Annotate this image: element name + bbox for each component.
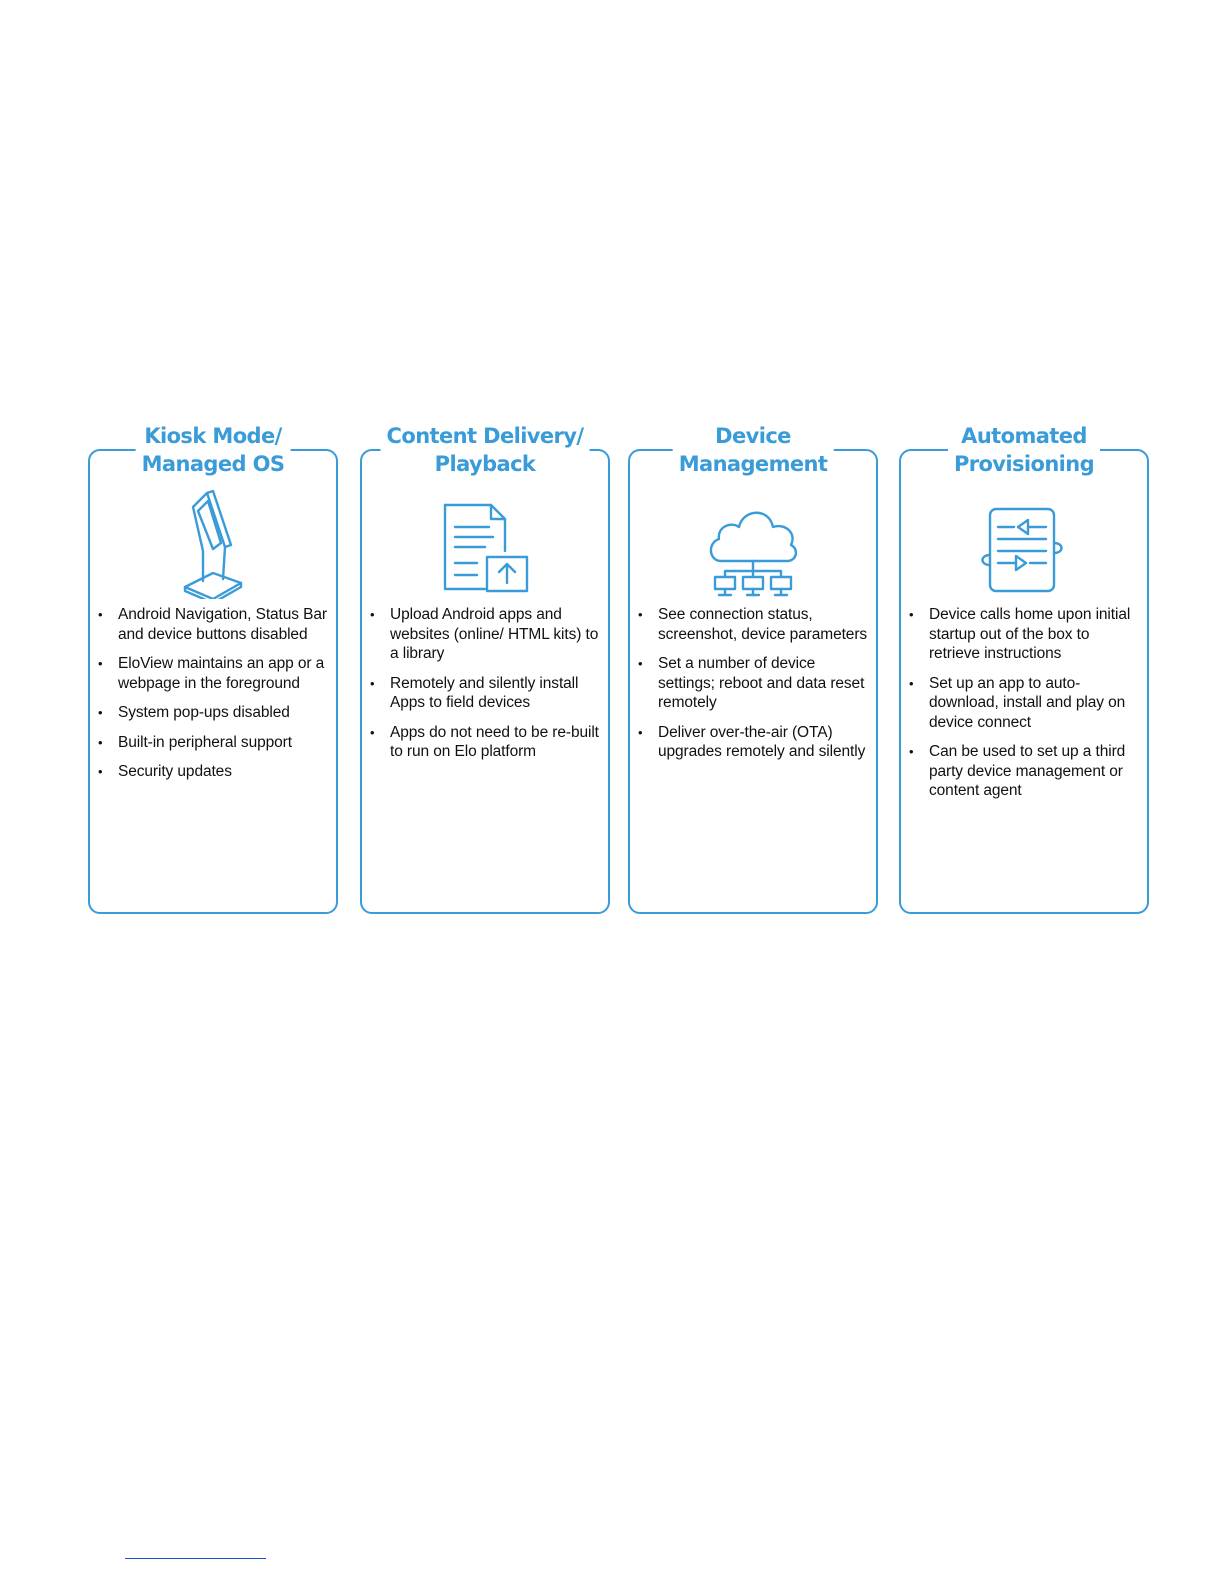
panel-title-line2: Management — [678, 452, 828, 476]
bullet-dot: • — [370, 724, 375, 740]
bullet-list — [636, 605, 870, 772]
kiosk-stand-icon — [163, 487, 263, 599]
panel-title-line2: Playback — [434, 452, 536, 476]
panel-title-line1: Automated — [961, 424, 1087, 448]
panel-title-line1: Device — [715, 424, 791, 448]
bullet-dot: • — [98, 656, 103, 671]
list-item — [368, 674, 602, 713]
provisioning-sync-icon — [974, 487, 1074, 599]
bullet-dot: • — [98, 734, 103, 750]
bullet-text: Can be used to set up a third party device management or content agent — [929, 743, 1126, 799]
bullet-dot: • — [909, 744, 914, 759]
list-item — [96, 703, 330, 723]
bullet-text: EloView maintains an app or a webpage in the foreground — [118, 655, 325, 692]
list-item — [907, 742, 1141, 801]
list-item — [636, 605, 870, 644]
list-item — [636, 723, 870, 762]
bullet-text: System pop-ups disabled — [118, 704, 290, 721]
panel-title-line1: Content Delivery/ — [386, 424, 584, 448]
bullet-text: Device calls home upon initial startup out of the box to retrieve instructions — [929, 606, 1131, 662]
panel-title — [136, 422, 291, 478]
bullet-dot: • — [909, 607, 914, 622]
list-item — [368, 723, 602, 762]
bullet-text: Apps do not need to be re-built to run on Elo platform — [390, 723, 599, 760]
bullet-dot: • — [98, 764, 103, 779]
list-item — [636, 654, 870, 713]
bullet-text: Remotely and silently install Apps to field devices — [390, 674, 579, 711]
list-item — [96, 605, 330, 644]
bullet-list — [907, 605, 1141, 811]
panel-title-line1: Kiosk Mode/ — [144, 424, 282, 448]
panel-title — [381, 422, 590, 478]
bullet-dot: • — [638, 607, 643, 622]
bullet-dot: • — [370, 675, 375, 691]
bullet-text: Security updates — [118, 763, 232, 780]
cloud-network-icon — [703, 487, 803, 599]
panel-automated-provisioning — [899, 424, 1149, 914]
panel-device-management — [628, 424, 878, 914]
list-item — [96, 733, 330, 753]
bullet-text: Set a number of device settings; reboot and data reset remotely — [658, 655, 865, 711]
panel-title — [948, 422, 1100, 478]
bullet-dot: • — [909, 675, 914, 691]
bullet-dot: • — [638, 724, 643, 740]
bullet-dot: • — [98, 607, 103, 622]
bullet-dot: • — [370, 607, 375, 622]
list-item — [96, 654, 330, 693]
bullet-text: Deliver over-the-air (OTA) upgrades remotely and silently — [658, 723, 866, 760]
bullet-list — [96, 605, 330, 792]
list-item — [907, 605, 1141, 664]
list-item — [96, 762, 330, 782]
footnote-divider — [125, 1558, 266, 1559]
bullet-dot: • — [98, 705, 103, 720]
panel-title-line2: Provisioning — [953, 452, 1095, 476]
bullet-text: Set up an app to auto-download, install and play on device connect — [929, 674, 1126, 731]
bullet-text: Built-in peripheral support — [118, 733, 292, 751]
panel-title — [673, 422, 834, 478]
panel-title-line2: Managed OS — [141, 452, 285, 476]
panel-content-delivery — [360, 424, 610, 914]
panel-kiosk-mode — [88, 424, 338, 914]
bullet-dot: • — [638, 656, 643, 671]
bullet-text: Android Navigation, Status Bar and device buttons disabled — [118, 606, 327, 643]
document-upload-icon — [435, 487, 535, 599]
bullet-text: Upload Android apps and websites (online/ HTML kits) to a library — [390, 606, 599, 662]
bullet-text: See connection status, screenshot, device parameters — [658, 606, 868, 643]
list-item — [907, 674, 1141, 733]
list-item — [368, 605, 602, 664]
bullet-list — [368, 605, 602, 772]
